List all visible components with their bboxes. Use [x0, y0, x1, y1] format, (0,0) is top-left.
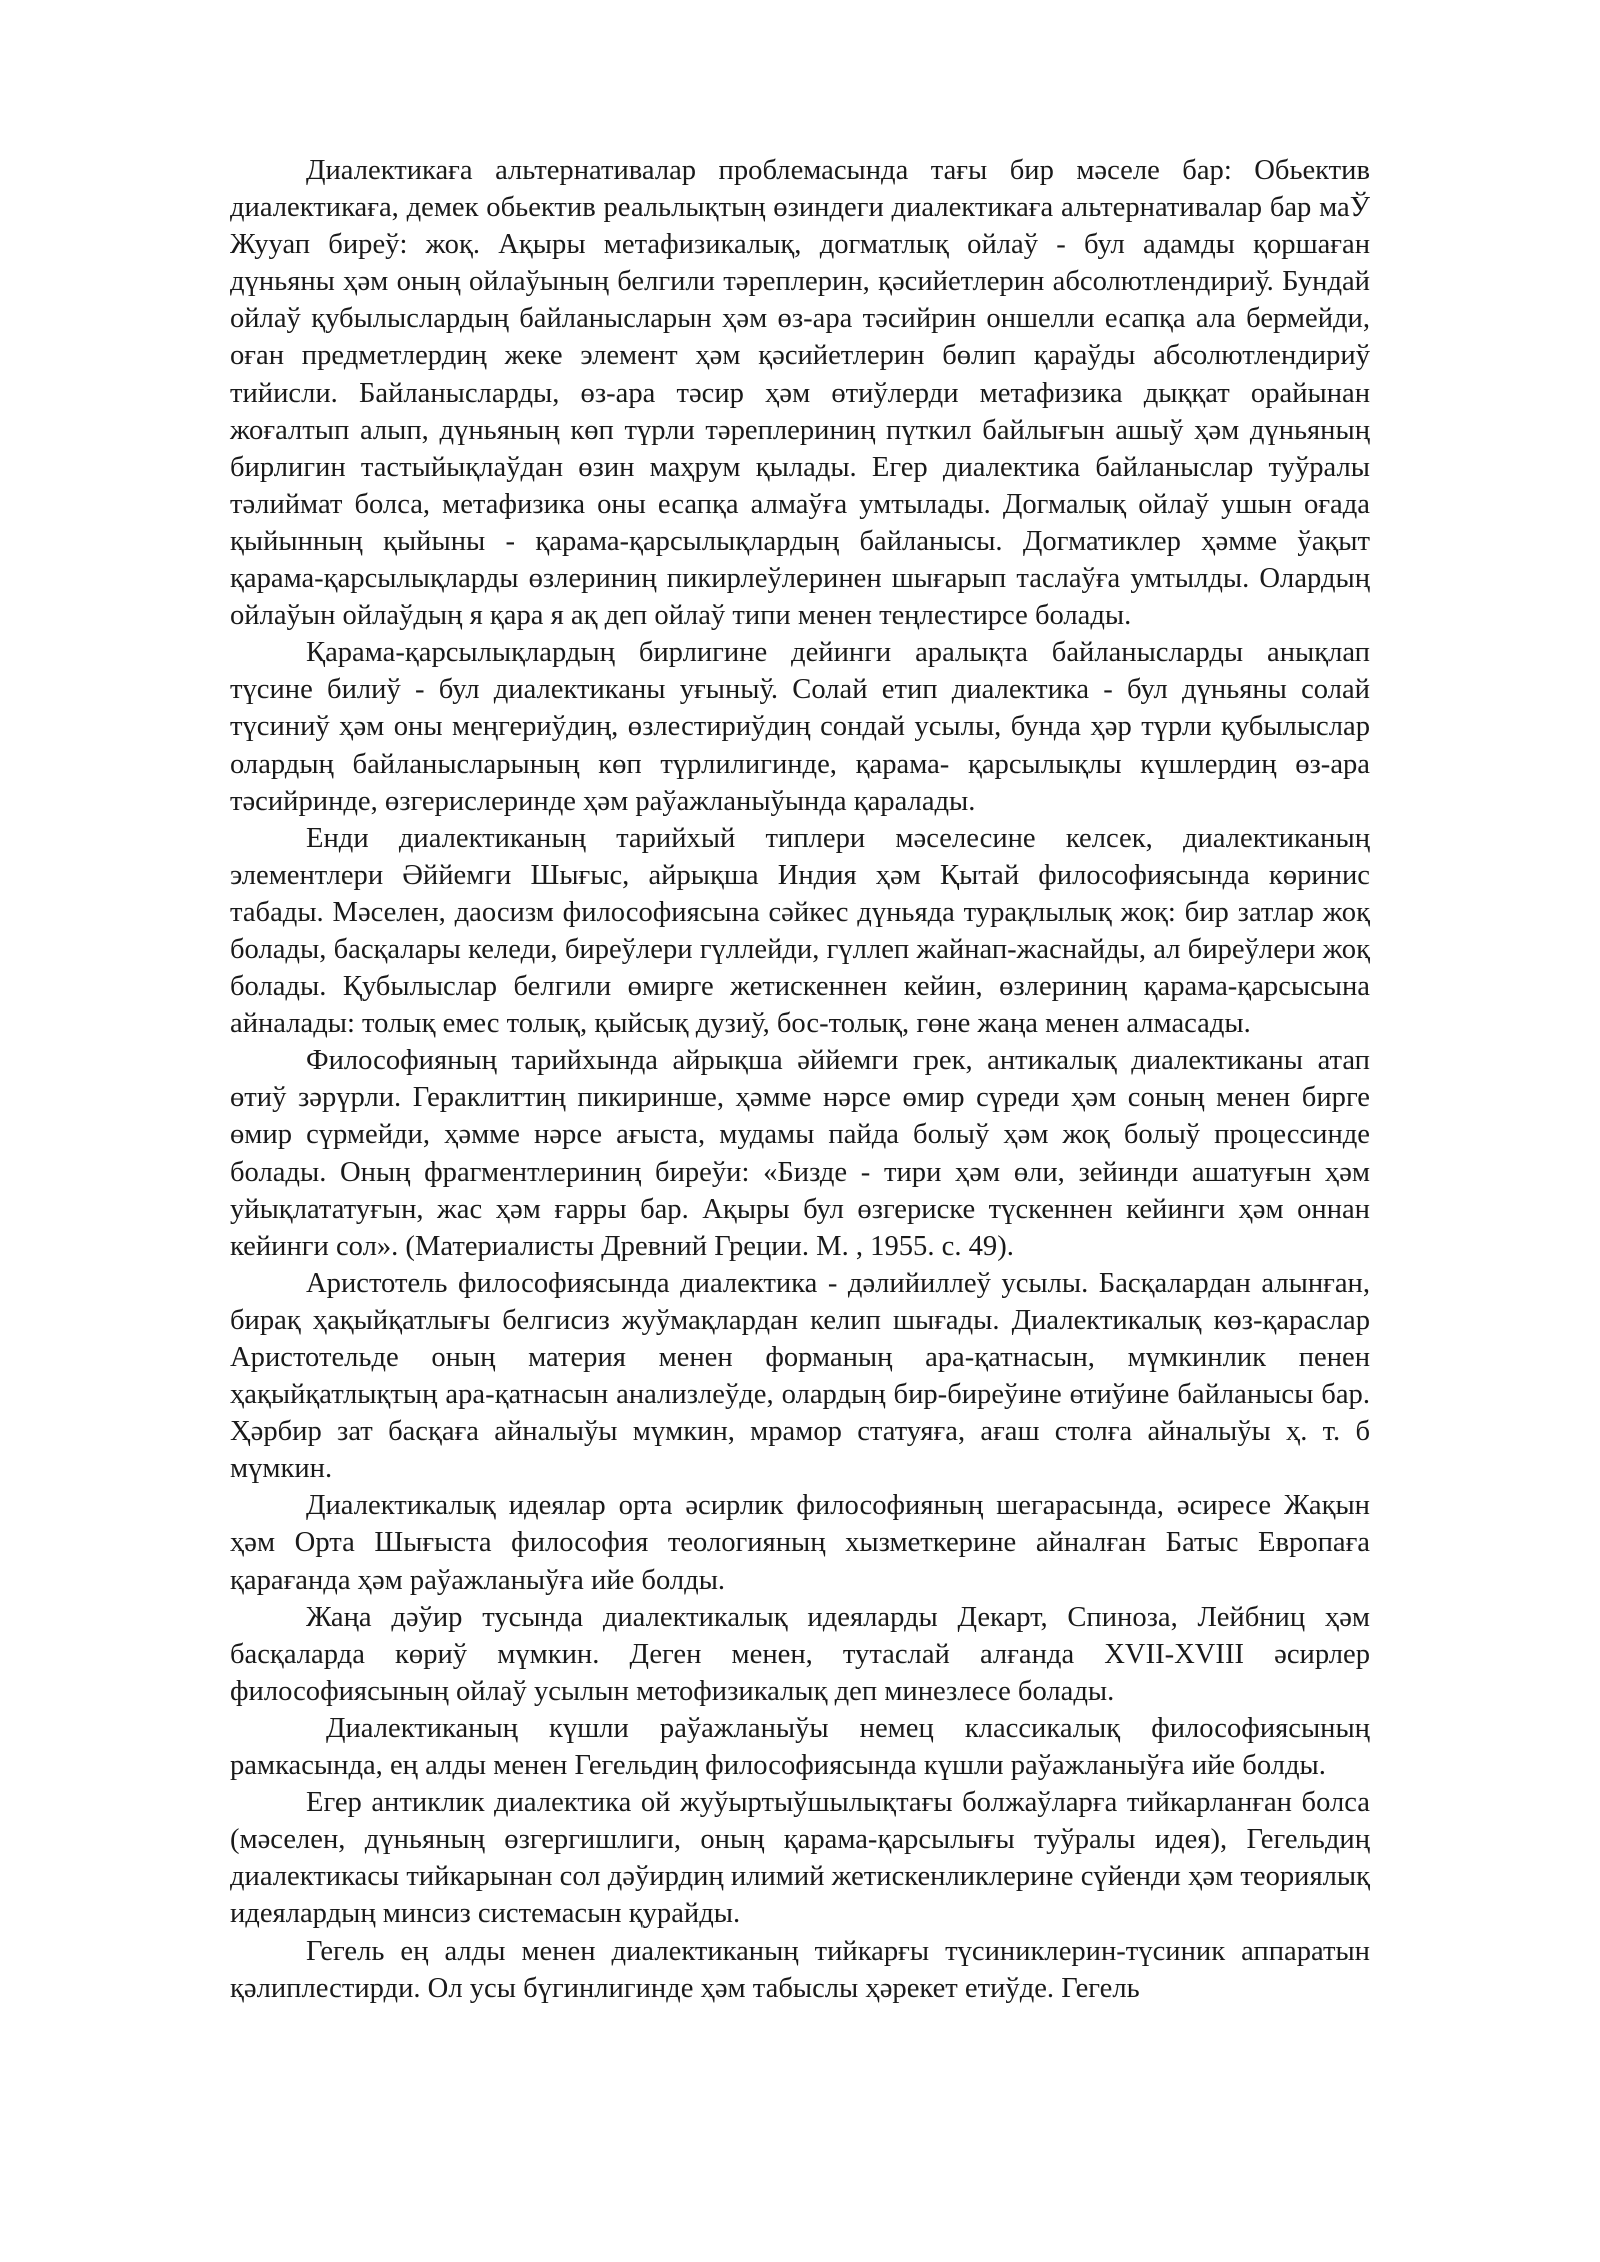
paragraph-1: Диалектикаға альтернативалар проблемасында тағы бир мәселе бар: Обьектив диалектикаға, демек обьектив реальлықтың өзиндеги диалектикаға альтернативалар бар маЎ Жууап биреў: жоқ. Ақыры метафизикалық, догматлық ойлаў - бул адамды қоршаған дүньяны ҳәм оның ойлаўының белгили тәреплерин, қәсийетлерин абсолютлендириў. Бундай ойлаў қубылыслардың байланысларын ҳәм өз-ара тәсийрин оншелли есапқа ала бермейди, оған предметлердиң жеке элемент ҳәм қәсийетлерин бөлип қараўды абсолютлендириў тийисли. Байланысларды, өз-ара тәсир ҳәм өтиўлерди метафизика дыққат орайынан жоғалтып алып, дүньяның көп түрли тәреплериниң пүткил байлығын ашыў ҳәм дүньяның бирлигин тастыйықлаўдан өзин маҳрум қылады. Егер диалектика байланыслар туўралы тәлиймат болса, метафизика оны есапқа алмаўға умтылады. Догмалық ойлаў ушын оғада қыйынның қыйыны - қарама-қарсылықлардың байланысы. Догматиклер ҳәмме ўақыт қарама-қарсылықларды өзлериниң пикирлеўлеринен шығарып таслаўға умтылды. Олардың ойлаўын ойлаўдың я қара я ақ деп ойлаў типи менен теңлестирсе болады.	[230, 155, 1370, 632]
paragraph-7: Жаңа дәўир тусында диалектикалық идеяларды Декарт, Спиноза, Лейбниц ҳәм басқаларда көриў мүмкин. Деген менен, тутаслай алғанда XVII-XVIII әсирлер философиясының ойлаў усылын метофизикалық деп минезлесе болады.	[230, 1601, 1370, 1707]
paragraph-6: Диалектикалық идеялар орта әсирлик философияның шегарасында, әсиресе Жақын ҳәм Орта Шығыста философия теологияның хызметкерине айналған Батыс Европаға қарағанда ҳәм раўажланыўға ийе болды.	[230, 1490, 1370, 1596]
paragraph-3: Енди диалектиканың тарийхый типлери мәселесине келсек, диалектиканың элементлери Әййемги Шығыс, айрықша Индия ҳәм Қытай философиясында көринис табады. Мәселен, даосизм философиясына сәйкес дүньяда турақлылық жоқ: бир затлар жоқ болады, басқалары келеди, биреўлери гүллейди, гүллеп жайнап-жаснайды, ал биреўлери жоқ болады. Қубылыслар белгили өмирге жетискеннен кейин, өзлериниң қарама-қарсысына айналады: толық емес толық, қыйсық дузиў, бос-толық, гөне жаңа менен алмасады.	[230, 822, 1370, 1040]
paragraph-2: Қарама-қарсылықлардың бирлигине дейинги аралықта байланысларды анықлап түсине билиў - бул диалектиканы уғыныў. Солай етип диалектика - бул дүньяны солай түсиниў ҳәм оны меңгериўдиң, өзлестириўдиң сондай усылы, бунда ҳәр түрли қубылыслар олардың байланысларының көп түрлилигинде, қарама- қарсылықлы күшлердиң өз-ара тәсийринде, өзгерислеринде ҳәм раўажланыўында қаралады.	[230, 637, 1370, 817]
document-body	[230, 152, 1370, 2007]
paragraph-9: Егер антиклик диалектика ой жуўыртыўшылықтағы болжаўларға тийкарланған болса (мәселен, дүньяның өзгергишлиги, оның қарама-қарсылығы туўралы идея), Гегельдиң диалектикасы тийкарынан сол дәўирдиң илимий жетискенликлерине сүйенди ҳәм теориялық идеялардың минсиз системасын қурайды.	[230, 1787, 1370, 1930]
paragraph-10: Гегель ең алды менен диалектиканың тийкарғы түсиниклерин-түсиник аппаратын қәлиплестирди. Ол усы бүгинлигинде ҳәм табыслы ҳәрекет етиўде. Гегель	[230, 1935, 1370, 2004]
paragraph-8: Диалектиканың күшли раўажланыўы немец классикалық философиясының рамкасында, ең алды менен Гегельдиң философиясында күшли раўажланыўға ийе болды.	[230, 1712, 1370, 1782]
paragraph-4: Философияның тарийхында айрықша әййемги грек, антикалық диалектиканы атап өтиў зәрүрли. Гераклиттиң пикиринше, ҳәмме нәрсе өмир сүреди ҳәм соның менен бирге өмир сүрмейди, ҳәмме нәрсе ағыста, мудамы пайда болыў ҳәм жоқ болыў процессинде болады. Оның фрагментлериниң биреўи: «Бизде - тири ҳәм өли, зейинди ашатуғын ҳәм уйықлататуғын, жас ҳәм ғарры бар. Ақыры бул өзгериске түскеннен кейинги ҳәм оннан кейинги сол». (Материалисты Древний Греции. М. , 1955. с. 49).	[230, 1045, 1370, 1262]
paragraph-5: Аристотель философиясында диалектика - дәлийиллеў усылы. Басқалардан алынған, бирақ ҳақыйқатлығы белгисиз жуўмақлардан келип шығады. Диалектикалық көз-қараслар Аристотельде оның материя менен форманың ара-қатнасын, мүмкинлик пенен ҳақыйқатлықтың ара-қатнасын анализлеўде, олардың бир-биреўине өтиўине байланысы бар. Ҳәрбир зат басқаға айналыўы мүмкин, мрамор статуяға, ағаш столға айналыўы ҳ. т. б мүмкин.	[230, 1267, 1370, 1485]
